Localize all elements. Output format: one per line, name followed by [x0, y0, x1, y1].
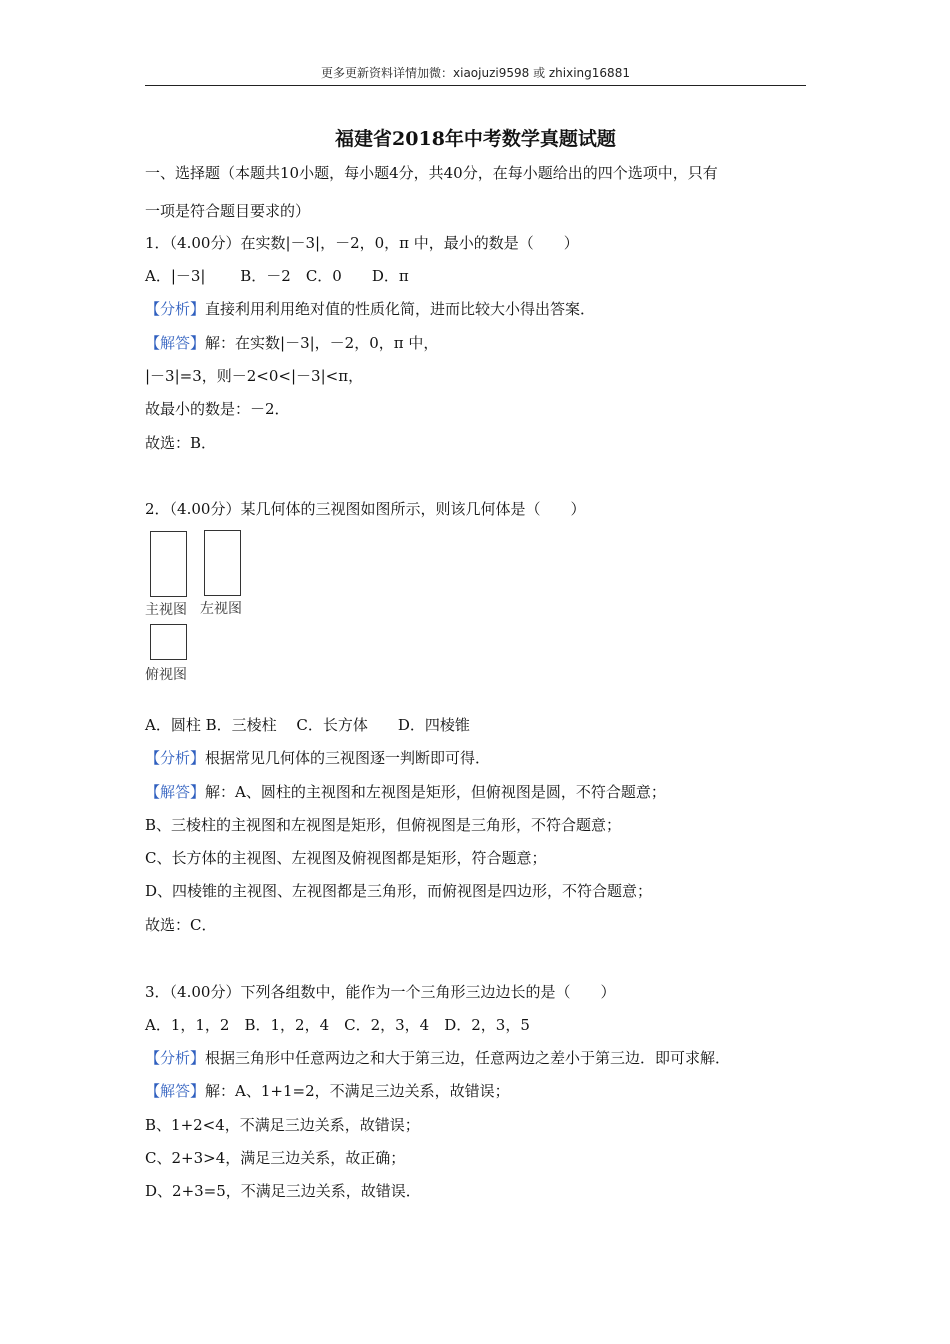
section-intro-line2: 一项是符合题目要求的） — [145, 202, 311, 220]
analysis-text: 根据常见几何体的三视图逐一判断即可得． — [205, 749, 491, 767]
q3-options: A．1，1，2 B．1，2，4 C．2，3，4 D．2，3，5 — [145, 1016, 530, 1034]
q3-answer — [145, 1081, 510, 1101]
q2-choice: 故选：C． — [145, 916, 217, 934]
header-divider — [145, 85, 806, 86]
q2-stem: 2．（4.00分）某几何体的三视图如图所示，则该几何体是（ ） — [145, 500, 586, 518]
front-view-label: 主视图 — [145, 602, 187, 618]
section-intro-line1: 一、选择题（本题共10小题，每小题4分，共40分，在每小题给出的四个选项中，只有 — [145, 164, 718, 182]
q1-answer-line2: 故最小的数是：－2． — [145, 400, 290, 418]
q2-answer-line2: C、长方体的主视图、左视图及俯视图都是矩形，符合题意； — [145, 849, 547, 867]
page-title: 福建省2018年中考数学真题试题 — [335, 128, 616, 150]
q3-analysis — [145, 1048, 730, 1068]
front-view-rect — [150, 531, 187, 597]
left-view-rect — [204, 530, 241, 596]
q2-answer — [145, 782, 666, 802]
analysis-text: 直接利用利用绝对值的性质化简，进而比较大小得出答案． — [205, 300, 596, 318]
header-note: 更多更新资料详情加微：xiaojuzi9598 或 zhixing16881 — [321, 66, 630, 80]
q1-stem: 1．（4.00分）在实数|－3|，－2，0，π 中，最小的数是（ ） — [145, 234, 579, 252]
analysis-text: 根据三角形中任意两边之和大于第三边，任意两边之差小于第三边．即可求解． — [205, 1049, 731, 1067]
answer-tag: 【解答】 — [145, 1082, 206, 1100]
answer-tag: 【解答】 — [145, 783, 206, 801]
analysis-tag: 【分析】 — [145, 749, 206, 767]
q3-answer-line2: C、2+3>4，满足三边关系，故正确； — [145, 1149, 406, 1167]
top-view-rect — [150, 624, 187, 660]
q2-answer-line1: B、三棱柱的主视图和左视图是矩形，但俯视图是三角形，不符合题意； — [145, 816, 622, 834]
answer-text: 解：A、圆柱的主视图和左视图是矩形，但俯视图是圆，不符合题意； — [205, 783, 666, 801]
q1-answer — [145, 333, 438, 353]
analysis-tag: 【分析】 — [145, 1049, 206, 1067]
top-view-label: 俯视图 — [145, 667, 187, 683]
q1-choice: 故选：B． — [145, 434, 217, 452]
q1-options: A．|－3| B．－2 C．0 D．π — [145, 267, 409, 285]
q3-answer-line1: B、1+2<4，不满足三边关系，故错误； — [145, 1116, 420, 1134]
answer-text: 解：在实数|－3|，－2，0，π 中， — [205, 334, 439, 352]
q2-analysis — [145, 748, 490, 768]
q1-analysis — [145, 299, 595, 319]
q3-stem: 3．（4.00分）下列各组数中，能作为一个三角形三边边长的是（ ） — [145, 983, 616, 1001]
answer-text: 解：A、1+1=2，不满足三边关系，故错误； — [205, 1082, 510, 1100]
answer-tag: 【解答】 — [145, 334, 206, 352]
q2-answer-line3: D、四棱锥的主视图、左视图都是三角形，而俯视图是四边形，不符合题意； — [145, 882, 653, 900]
q3-answer-line3: D、2+3=5，不满足三边关系，故错误． — [145, 1182, 421, 1200]
left-view-label: 左视图 — [200, 601, 242, 617]
analysis-tag: 【分析】 — [145, 300, 206, 318]
q1-answer-line1: |－3|=3，则－2<0<|－3|<π， — [145, 367, 364, 385]
q2-options: A．圆柱 B．三棱柱 C．长方体 D．四棱锥 — [145, 716, 470, 734]
